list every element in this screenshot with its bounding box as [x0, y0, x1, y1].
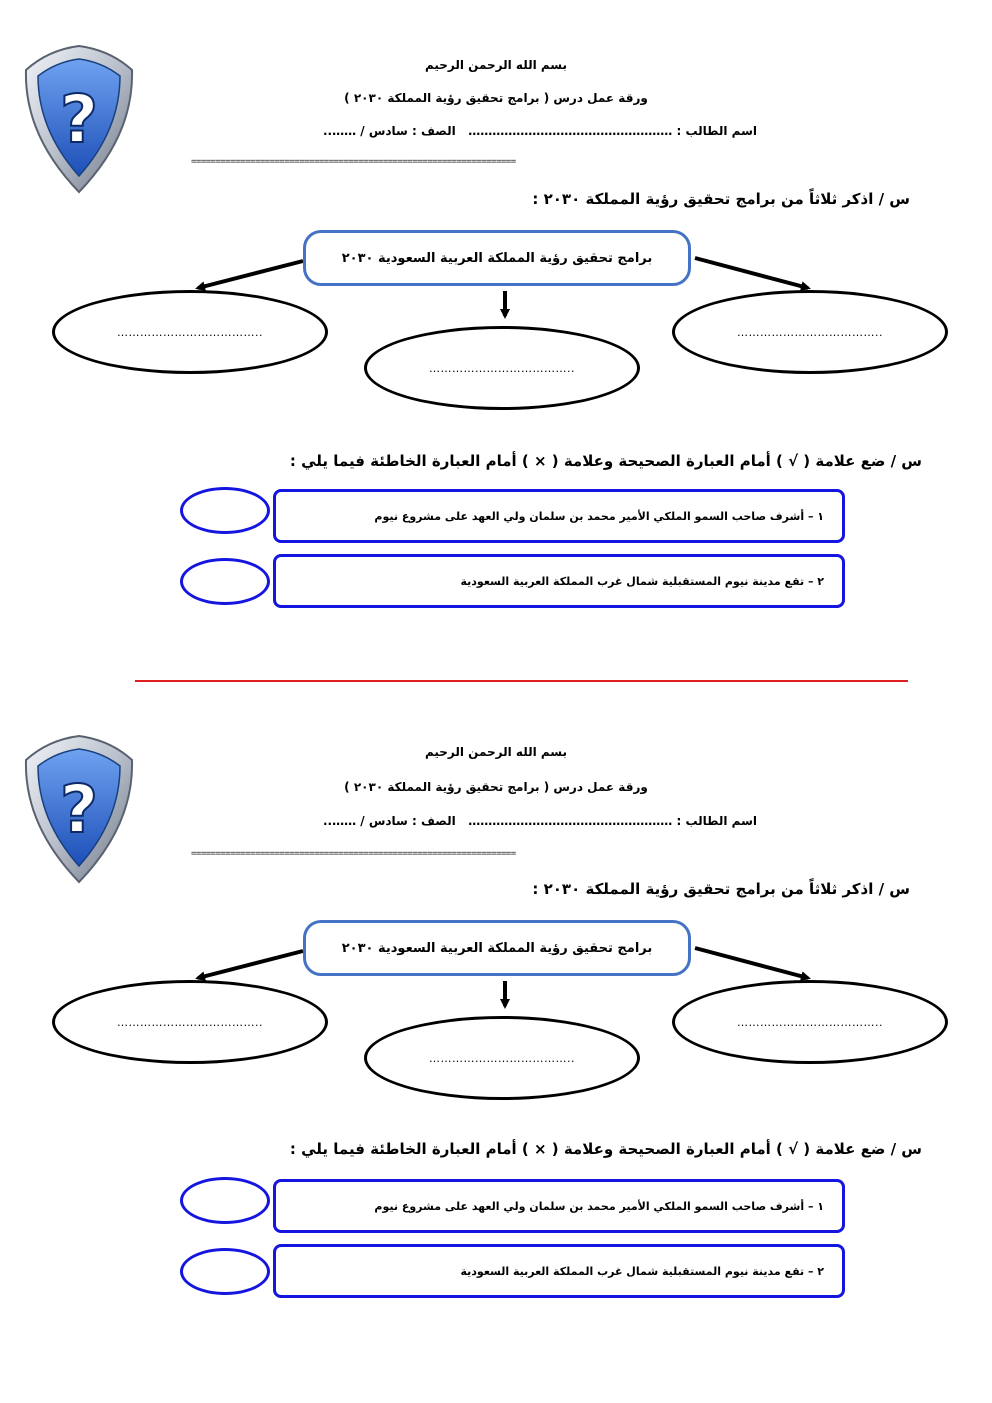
grade-label: الصف : سادس /: [360, 124, 456, 138]
answer-blank: ………………………………..: [117, 325, 263, 339]
student-name-field[interactable]: ……………………………………………: [468, 814, 673, 828]
student-name-field[interactable]: ……………………………………………: [468, 124, 673, 138]
answer-blank: ………………………………..: [737, 325, 883, 339]
answer-blank: ………………………………..: [429, 1051, 575, 1065]
answer-oval-middle[interactable]: [364, 326, 640, 410]
answer-mark-circle-2[interactable]: [180, 1248, 270, 1295]
answer-oval-right[interactable]: [672, 290, 948, 374]
basmala: بسم الله الرحمن الرحيم: [424, 745, 568, 759]
answer-blank: ………………………………..: [117, 1015, 263, 1029]
statement-2: ٢ – تقع مدينة نيوم المستقبلية شمال غرب المملكة العربية السعودية: [273, 1244, 845, 1298]
answer-oval-middle[interactable]: [364, 1016, 640, 1100]
central-topic-box: برامج تحقيق رؤية المملكة العربية السعودية ٢٠٣٠: [303, 230, 691, 286]
page-divider: [135, 680, 908, 682]
separator-line: ==================================================================: [191, 158, 516, 167]
lesson-title: ورقة عمل درس ( برامج تحقيق رؤية المملكة ٢٠٣٠ ): [344, 91, 648, 105]
statement-2: ٢ – تقع مدينة نيوم المستقبلية شمال غرب المملكة العربية السعودية: [273, 554, 845, 608]
answer-blank: ………………………………..: [737, 1015, 883, 1029]
grade-label: الصف : سادس /: [360, 814, 456, 828]
central-topic-box: برامج تحقيق رؤية المملكة العربية السعودية ٢٠٣٠: [303, 920, 691, 976]
answer-mark-circle-1[interactable]: [180, 487, 270, 534]
student-name-label: اسم الطالب :: [676, 814, 757, 828]
grade-field[interactable]: ……..: [322, 124, 357, 138]
answer-oval-left[interactable]: [52, 290, 328, 374]
answer-oval-right[interactable]: [672, 980, 948, 1064]
answer-blank: ………………………………..: [429, 361, 575, 375]
statement-1: ١ – أشرف صاحب السمو الملكي الأمير محمد بن سلمان ولي العهد على مشروع نيوم: [273, 489, 845, 543]
question-2-prompt: س / ضع علامة ( √ ) أمام العبارة الصحيحة وعلامة ( × ) أمام العبارة الخاطئة فيما يلي :: [289, 1140, 922, 1158]
question-1-prompt: س / اذكر ثلاثاً من برامج تحقيق رؤية المملكة ٢٠٣٠ :: [532, 190, 910, 208]
basmala: بسم الله الرحمن الرحيم: [424, 58, 568, 72]
statement-1: ١ – أشرف صاحب السمو الملكي الأمير محمد بن سلمان ولي العهد على مشروع نيوم: [273, 1179, 845, 1233]
answer-mark-circle-1[interactable]: [180, 1177, 270, 1224]
svg-text:?: ?: [59, 81, 99, 158]
question-2-prompt: س / ضع علامة ( √ ) أمام العبارة الصحيحة وعلامة ( × ) أمام العبارة الخاطئة فيما يلي :: [289, 452, 922, 470]
answer-mark-circle-2[interactable]: [180, 558, 270, 605]
answer-oval-left[interactable]: [52, 980, 328, 1064]
worksheet: [0, 690, 992, 1380]
grade-field[interactable]: ……..: [322, 814, 357, 828]
lesson-title: ورقة عمل درس ( برامج تحقيق رؤية المملكة ٢٠٣٠ ): [344, 780, 648, 794]
student-name-label: اسم الطالب :: [676, 124, 757, 138]
question-1-prompt: س / اذكر ثلاثاً من برامج تحقيق رؤية المملكة ٢٠٣٠ :: [532, 880, 910, 898]
separator-line: ==================================================================: [191, 850, 516, 859]
svg-text:?: ?: [59, 771, 99, 848]
worksheet: [0, 0, 992, 690]
